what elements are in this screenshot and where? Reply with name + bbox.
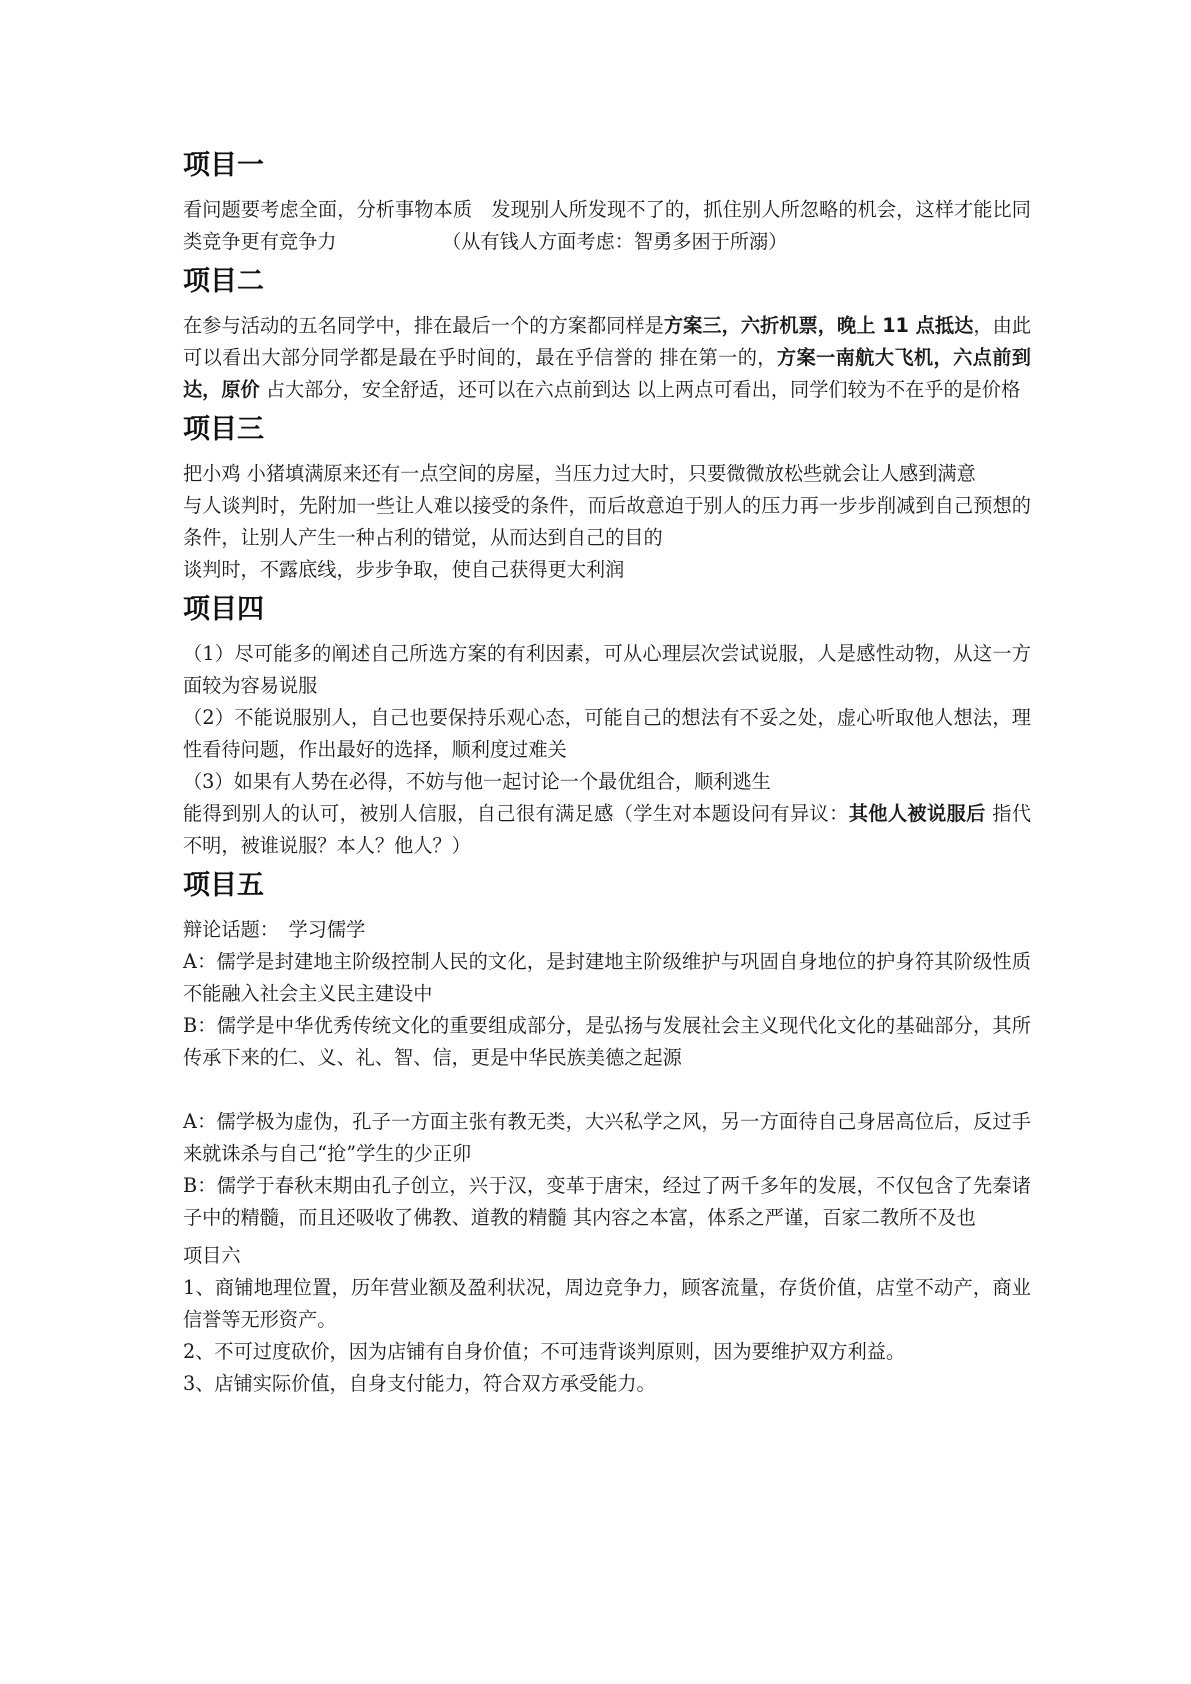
paragraph: 1、商铺地理位置，历年营业额及盈利状况，周边竞争力，顾客流量，存货价值，店堂不动产，商业信誉等无形资产。 — [183, 1276, 1031, 1331]
paragraph: 辩论话题： 学习儒学 — [183, 918, 366, 941]
section-3 — [183, 412, 1031, 586]
paragraph: A：儒学极为虚伪，孔子一方面主张有教无类，大兴私学之风，另一方面待自己身居高位后，反过手来就诛杀与自己“抢”学生的少正卯 — [183, 1110, 1031, 1165]
section-2 — [183, 264, 1031, 406]
bold-text: 其他人被说服后 — [848, 802, 986, 825]
paragraph: 谈判时，不露底线，步步争取，使自己获得更大利润 — [183, 558, 625, 581]
text-run: 指代不明，被谁说服？本人？他人？） — [183, 802, 1032, 857]
paragraph: 把小鸡 小猪填满原来还有一点空间的房屋，当压力过大时，只要微微放松些就会让人感到满意 — [183, 462, 976, 485]
paragraph: B：儒学于春秋末期由孔子创立，兴于汉，变革于唐宋，经过了两千多年的发展，不仅包含了先秦诸子中的精髓，而且还吸收了佛教、道教的精髓 其内容之本富，体系之严谨，百家二教所不及也 — [183, 1174, 1031, 1229]
paragraph — [183, 310, 1031, 406]
section-4 — [183, 592, 1031, 862]
paragraph: 与人谈判时，先附加一些让人难以接受的条件，而后故意迫于别人的压力再一步步削减到自己预想的条件，让别人产生一种占利的错觉，从而达到自己的目的 — [183, 494, 1031, 549]
bold-text: 方案一南航大飞机，六点前到达，原价 — [183, 346, 1031, 401]
text-run: 能得到别人的认可，被别人信服，自己很有满足感（学生对本题设问有异议： — [183, 802, 849, 825]
paragraph: 3、店铺实际价值，自身支付能力，符合双方承受能力。 — [183, 1372, 656, 1395]
bold-text: 方案三，六折机票，晚上 11 点抵达 — [663, 314, 974, 337]
paragraph: （2）不能说服别人，自己也要保持乐观心态，可能自己的想法有不妥之处，虚心听取他人想法，理性看待问题，作出最好的选择，顺利度过难关 — [183, 706, 1031, 761]
paragraph: （3）如果有人势在必得，不妨与他一起讨论一个最优组合，顺利逃生 — [183, 770, 771, 793]
section-6 — [183, 1240, 1031, 1400]
text-run: 占大部分，安全舒适，还可以在六点前到达 以上两点可看出，同学们较为不在乎的是价格 — [259, 378, 1021, 401]
paragraph: （1）尽可能多的阐述自己所选方案的有利因素，可从心理层次尝试说服，人是感性动物，从这一方面较为容易说服 — [183, 642, 1031, 697]
section-heading: 项目一 — [183, 150, 264, 181]
text-run: 在参与活动的五名同学中，排在最后一个的方案都同样是 — [183, 314, 664, 337]
section-1 — [183, 148, 1031, 258]
text-run: ，由此可以看出大部分同学都是最在乎时间的，最在乎信誉的 排在第一的， — [183, 314, 1032, 369]
section-5 — [183, 868, 1031, 1234]
section-heading: 项目二 — [183, 266, 264, 297]
paragraph: B：儒学是中华优秀传统文化的重要组成部分，是弘扬与发展社会主义现代化文化的基础部分，其所传承下来的仁、义、礼、智、信，更是中华民族美德之起源 — [183, 1014, 1031, 1069]
paragraph: 看问题要考虑全面，分析事物本质 发现别人所发现不了的，抓住别人所忽略的机会，这样才能比同类竞争更有竞争力 （从有钱人方面考虑：智勇多困于所溺） — [183, 198, 1031, 253]
paragraph — [183, 798, 1031, 862]
section-heading: 项目六 — [183, 1244, 241, 1267]
paragraph: 2、不可过度砍价，因为店铺有自身价值；不可违背谈判原则，因为要维护双方利益。 — [183, 1340, 906, 1363]
section-heading: 项目四 — [183, 594, 264, 625]
paragraph: A：儒学是封建地主阶级控制人民的文化，是封建地主阶级维护与巩固自身地位的护身符其阶级性质不能融入社会主义民主建设中 — [183, 950, 1031, 1005]
blank-line — [183, 1074, 1031, 1106]
section-heading: 项目五 — [183, 870, 264, 901]
section-heading: 项目三 — [183, 414, 264, 445]
